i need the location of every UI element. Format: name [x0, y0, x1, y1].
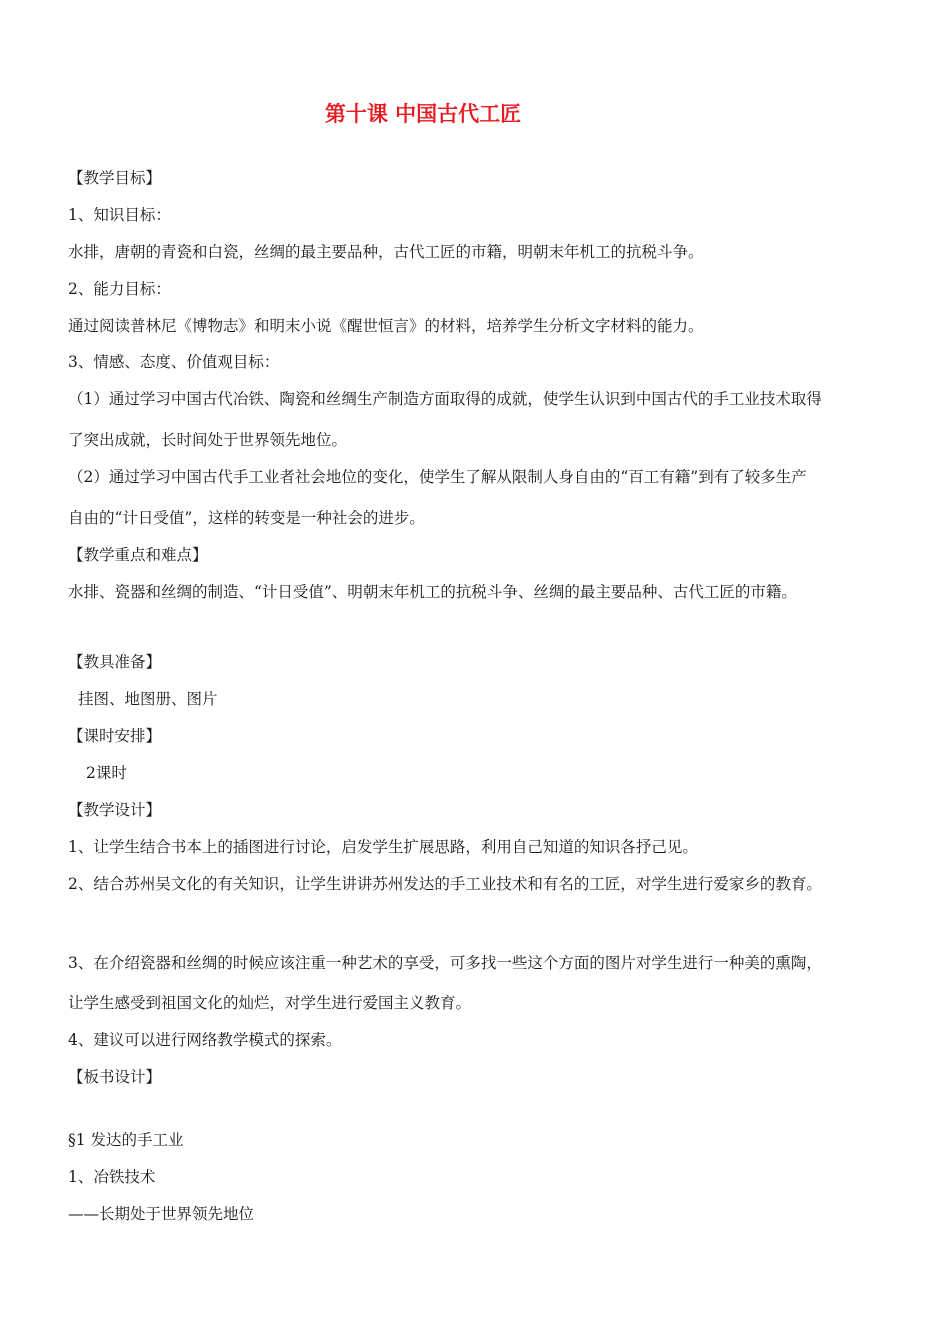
- paragraph: 自由的“计日受值”，这样的转变是一种社会的进步。: [68, 509, 425, 527]
- paragraph: 3、情感、态度、价值观目标：: [68, 353, 280, 371]
- paragraph: 2课时: [86, 764, 127, 782]
- section-heading-schedule: 【课时安排】: [68, 727, 162, 745]
- paragraph: （2）通过学习中国古代手工业者社会地位的变化，使学生了解从限制人身自由的“百工有籍”到有了较多生产: [68, 468, 807, 486]
- paragraph: 3、在介绍瓷器和丝绸的时候应该注重一种艺术的享受，可多找一些这个方面的图片对学生进行一种美的熏陶，: [68, 954, 822, 972]
- section-heading-objectives: 【教学目标】: [68, 169, 162, 187]
- paragraph: 让学生感受到祖国文化的灿烂，对学生进行爱国主义教育。: [68, 994, 472, 1012]
- paragraph: 了突出成就，长时间处于世界领先地位。: [68, 431, 348, 449]
- page-title: 第十课 中国古代工匠: [324, 102, 522, 126]
- paragraph: ——长期处于世界领先地位: [68, 1205, 255, 1223]
- section-heading-key-points: 【教学重点和难点】: [68, 546, 208, 564]
- paragraph: 2、能力目标：: [68, 280, 171, 298]
- paragraph: 4、建议可以进行网络教学模式的探索。: [68, 1031, 342, 1049]
- paragraph: 1、冶铁技术: [68, 1168, 156, 1186]
- section-heading-tools: 【教具准备】: [68, 653, 162, 671]
- paragraph: 水排，唐朝的青瓷和白瓷，丝绸的最主要品种，古代工匠的市籍，明朝末年机工的抗税斗争。: [68, 243, 704, 261]
- paragraph: §1 发达的手工业: [68, 1131, 184, 1149]
- paragraph: 1、知识目标：: [68, 206, 171, 224]
- paragraph: 2、结合苏州吴文化的有关知识，让学生讲讲苏州发达的手工业技术和有名的工匠，对学生进行爱家乡的教育。: [68, 875, 822, 893]
- paragraph: 通过阅读普林尼《博物志》和明末小说《醒世恒言》的材料，培养学生分析文字材料的能力。: [68, 317, 704, 335]
- paragraph: 挂图、地图册、图片: [78, 690, 218, 708]
- paragraph: 水排、瓷器和丝绸的制造、“计日受值”、明朝末年机工的抗税斗争、丝绸的最主要品种、古代工匠的市籍。: [68, 583, 797, 601]
- section-heading-board: 【板书设计】: [68, 1068, 162, 1086]
- section-heading-design: 【教学设计】: [68, 801, 162, 819]
- paragraph: （1）通过学习中国古代冶铁、陶瓷和丝绸生产制造方面取得的成就，使学生认识到中国古代的手工业技术取得: [68, 390, 822, 408]
- paragraph: 1、让学生结合书本上的插图进行讨论，启发学生扩展思路，利用自己知道的知识各抒己见。: [68, 838, 698, 856]
